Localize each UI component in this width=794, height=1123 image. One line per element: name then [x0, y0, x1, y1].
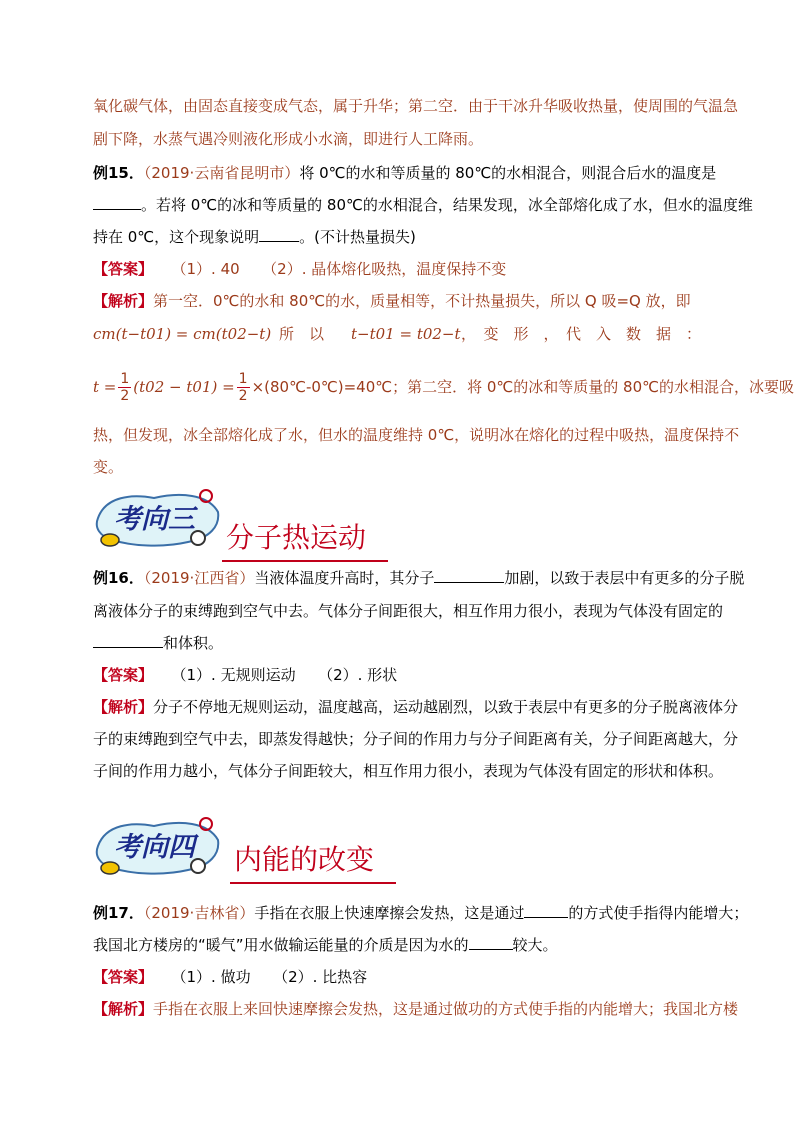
ex16-answer	[93, 665, 397, 685]
ex16-blank-2	[93, 633, 163, 648]
ex15-q2: 。若将 0℃的冰和等质量的 80℃的水相混合，结果发现，冰全部熔化成了水，但水的温度维	[141, 196, 753, 214]
ex15-analysis-line-3	[93, 370, 794, 404]
ex16-analysis-line-2: 子的束缚跑到空气中去，即蒸发得越快；分子间的作用力与分子间距离有关，分子间距离越大，分	[93, 730, 739, 748]
intro-line-1: 氧化碳气体，由固态直接变成气态，属于升华；第二空．由于干冰升华吸收热量，使周围的气温急	[93, 97, 739, 115]
fraction-numerator: 1	[120, 371, 130, 387]
ex17-question-line-2	[93, 935, 558, 955]
fraction-numerator: 1	[238, 371, 248, 387]
ex16-q3: 和体积。	[163, 634, 224, 652]
ex15-analysis-line-1	[93, 291, 691, 311]
section-header-3	[92, 486, 412, 554]
ex15-q3b: 。(不计热量损失)	[299, 228, 416, 246]
ex17-question-line-1	[93, 903, 748, 923]
ex15-mid: (t02 − t01) =	[133, 378, 235, 396]
answer-tag: 【答案】	[93, 666, 154, 684]
ex17-answer	[93, 967, 367, 987]
ex15-analysis-a1: 第一空．0℃的水和 80℃的水，质量相等，不计热量损失，所以 Q 吸=Q 放，即	[153, 292, 691, 310]
ex15-blank-1	[93, 195, 141, 210]
ex15-answer-text: （1）. 40 （2）. 晶体熔化吸热，温度保持不变	[179, 260, 507, 278]
section-header-4	[92, 814, 422, 882]
ex15-fraction-1	[118, 371, 131, 404]
fraction-denominator: 2	[120, 388, 130, 404]
ex16-analysis-line-1	[93, 697, 738, 717]
ex16-q1b: 加剧，以致于表层中有更多的分子脱	[504, 569, 745, 587]
ex17-q1a: 手指在衣服上快速摩擦会发热，这是通过	[254, 904, 525, 922]
ex17-blank-2	[469, 935, 513, 950]
ex15-blank-2	[259, 227, 299, 242]
ex15-mid2: ×(80℃-0℃)=40℃	[251, 378, 393, 396]
ex15-answer	[93, 259, 506, 279]
ex16-analysis-a1: 分子不停地无规则运动，温度越高，运动越剧烈，以致于表层中有更多的分子脱离液体分	[153, 698, 739, 716]
ex15-label: 例15．	[93, 164, 144, 182]
ex15-formula-1: cm(t−t01) = cm(t02−t)	[93, 325, 272, 343]
analysis-tag: 【解析】	[93, 292, 154, 310]
ex16-question-line-3	[93, 633, 223, 653]
ex17-analysis-a1: 手指在衣服上来回快速摩擦会发热，这是通过做功的方式使手指的内能增大；我国北方楼	[153, 1000, 739, 1018]
ex15-t-eq: t =	[93, 378, 117, 396]
ex15-question-line-1	[93, 163, 716, 183]
ex15-q1: 将 0℃的水和等质量的 80℃的水相混合，则混合后水的温度是	[299, 164, 717, 182]
section-4-badge: 考向四	[114, 832, 195, 863]
section-3-title: 分子热运动	[222, 516, 388, 562]
ex15-so: 所 以	[279, 325, 325, 343]
ex15-formula-2: t−t01 = t02−t	[351, 325, 461, 343]
ex16-q1a: 当液体温度升高时，其分子	[254, 569, 435, 587]
ex16-analysis-line-3: 子间的作用力越小，气体分子间距较大，相互作用力很小，表现为气体没有固定的形状和体积。	[93, 762, 724, 780]
ex17-analysis-line-1	[93, 999, 738, 1019]
ex15-source: （2019·云南省昆明市）	[143, 164, 300, 182]
analysis-tag: 【解析】	[93, 698, 154, 716]
section-4-title: 内能的改变	[230, 838, 396, 884]
ex16-blank-1	[434, 568, 504, 583]
ex17-q2a: 我国北方楼房的“暖气”用水做输运能量的介质是因为水的	[93, 936, 469, 954]
ex17-source: （2019·吉林省）	[143, 904, 255, 922]
ex17-q2b: 较大。	[512, 936, 558, 954]
ex17-q1b: 的方式使手指得内能增大；	[568, 904, 749, 922]
answer-tag: 【答案】	[93, 260, 154, 278]
ex15-rest: ， 变 形 ， 代 入 数 据 ：	[461, 325, 702, 343]
ex15-analysis-line-2	[93, 324, 701, 344]
ex16-question-line-2: 离液体分子的束缚跑到空气中去。气体分子间距很大，相互作用力很小，表现为气体没有固定的	[93, 602, 724, 620]
fraction-denominator: 2	[238, 388, 248, 404]
ex15-q3a: 持在 0℃，这个现象说明	[93, 228, 260, 246]
ex16-answer-text: （1）. 无规则运动 （2）. 形状	[179, 666, 398, 684]
ex16-source: （2019·江西省）	[143, 569, 255, 587]
section-3-badge: 考向三	[114, 504, 195, 535]
answer-tag: 【答案】	[93, 968, 154, 986]
ex15-analysis-line-4: 热，但发现，冰全部熔化成了水，但水的温度维持 0℃，说明冰在熔化的过程中吸热，温度保持不	[93, 426, 740, 444]
ex16-question-line-1	[93, 568, 744, 588]
analysis-tag: 【解析】	[93, 1000, 154, 1018]
ex17-label: 例17．	[93, 904, 144, 922]
section-badge-icon	[92, 814, 222, 880]
ex17-answer-text: （1）. 做功 （2）. 比热容	[179, 968, 368, 986]
ex15-question-line-2	[93, 195, 753, 215]
ex15-analysis-line-5: 变。	[93, 458, 124, 476]
ex15-a3-text: ；第二空．将 0℃的冰和等质量的 80℃的水相混合，冰要吸	[392, 378, 794, 396]
ex15-fraction-2	[237, 371, 250, 404]
intro-line-2: 剧下降，水蒸气遇冷则液化形成小水滴，即进行人工降雨。	[93, 130, 484, 148]
section-badge-icon	[92, 486, 222, 552]
ex15-question-line-3	[93, 227, 416, 247]
ex16-label: 例16．	[93, 569, 144, 587]
ex17-blank-1	[524, 903, 568, 918]
